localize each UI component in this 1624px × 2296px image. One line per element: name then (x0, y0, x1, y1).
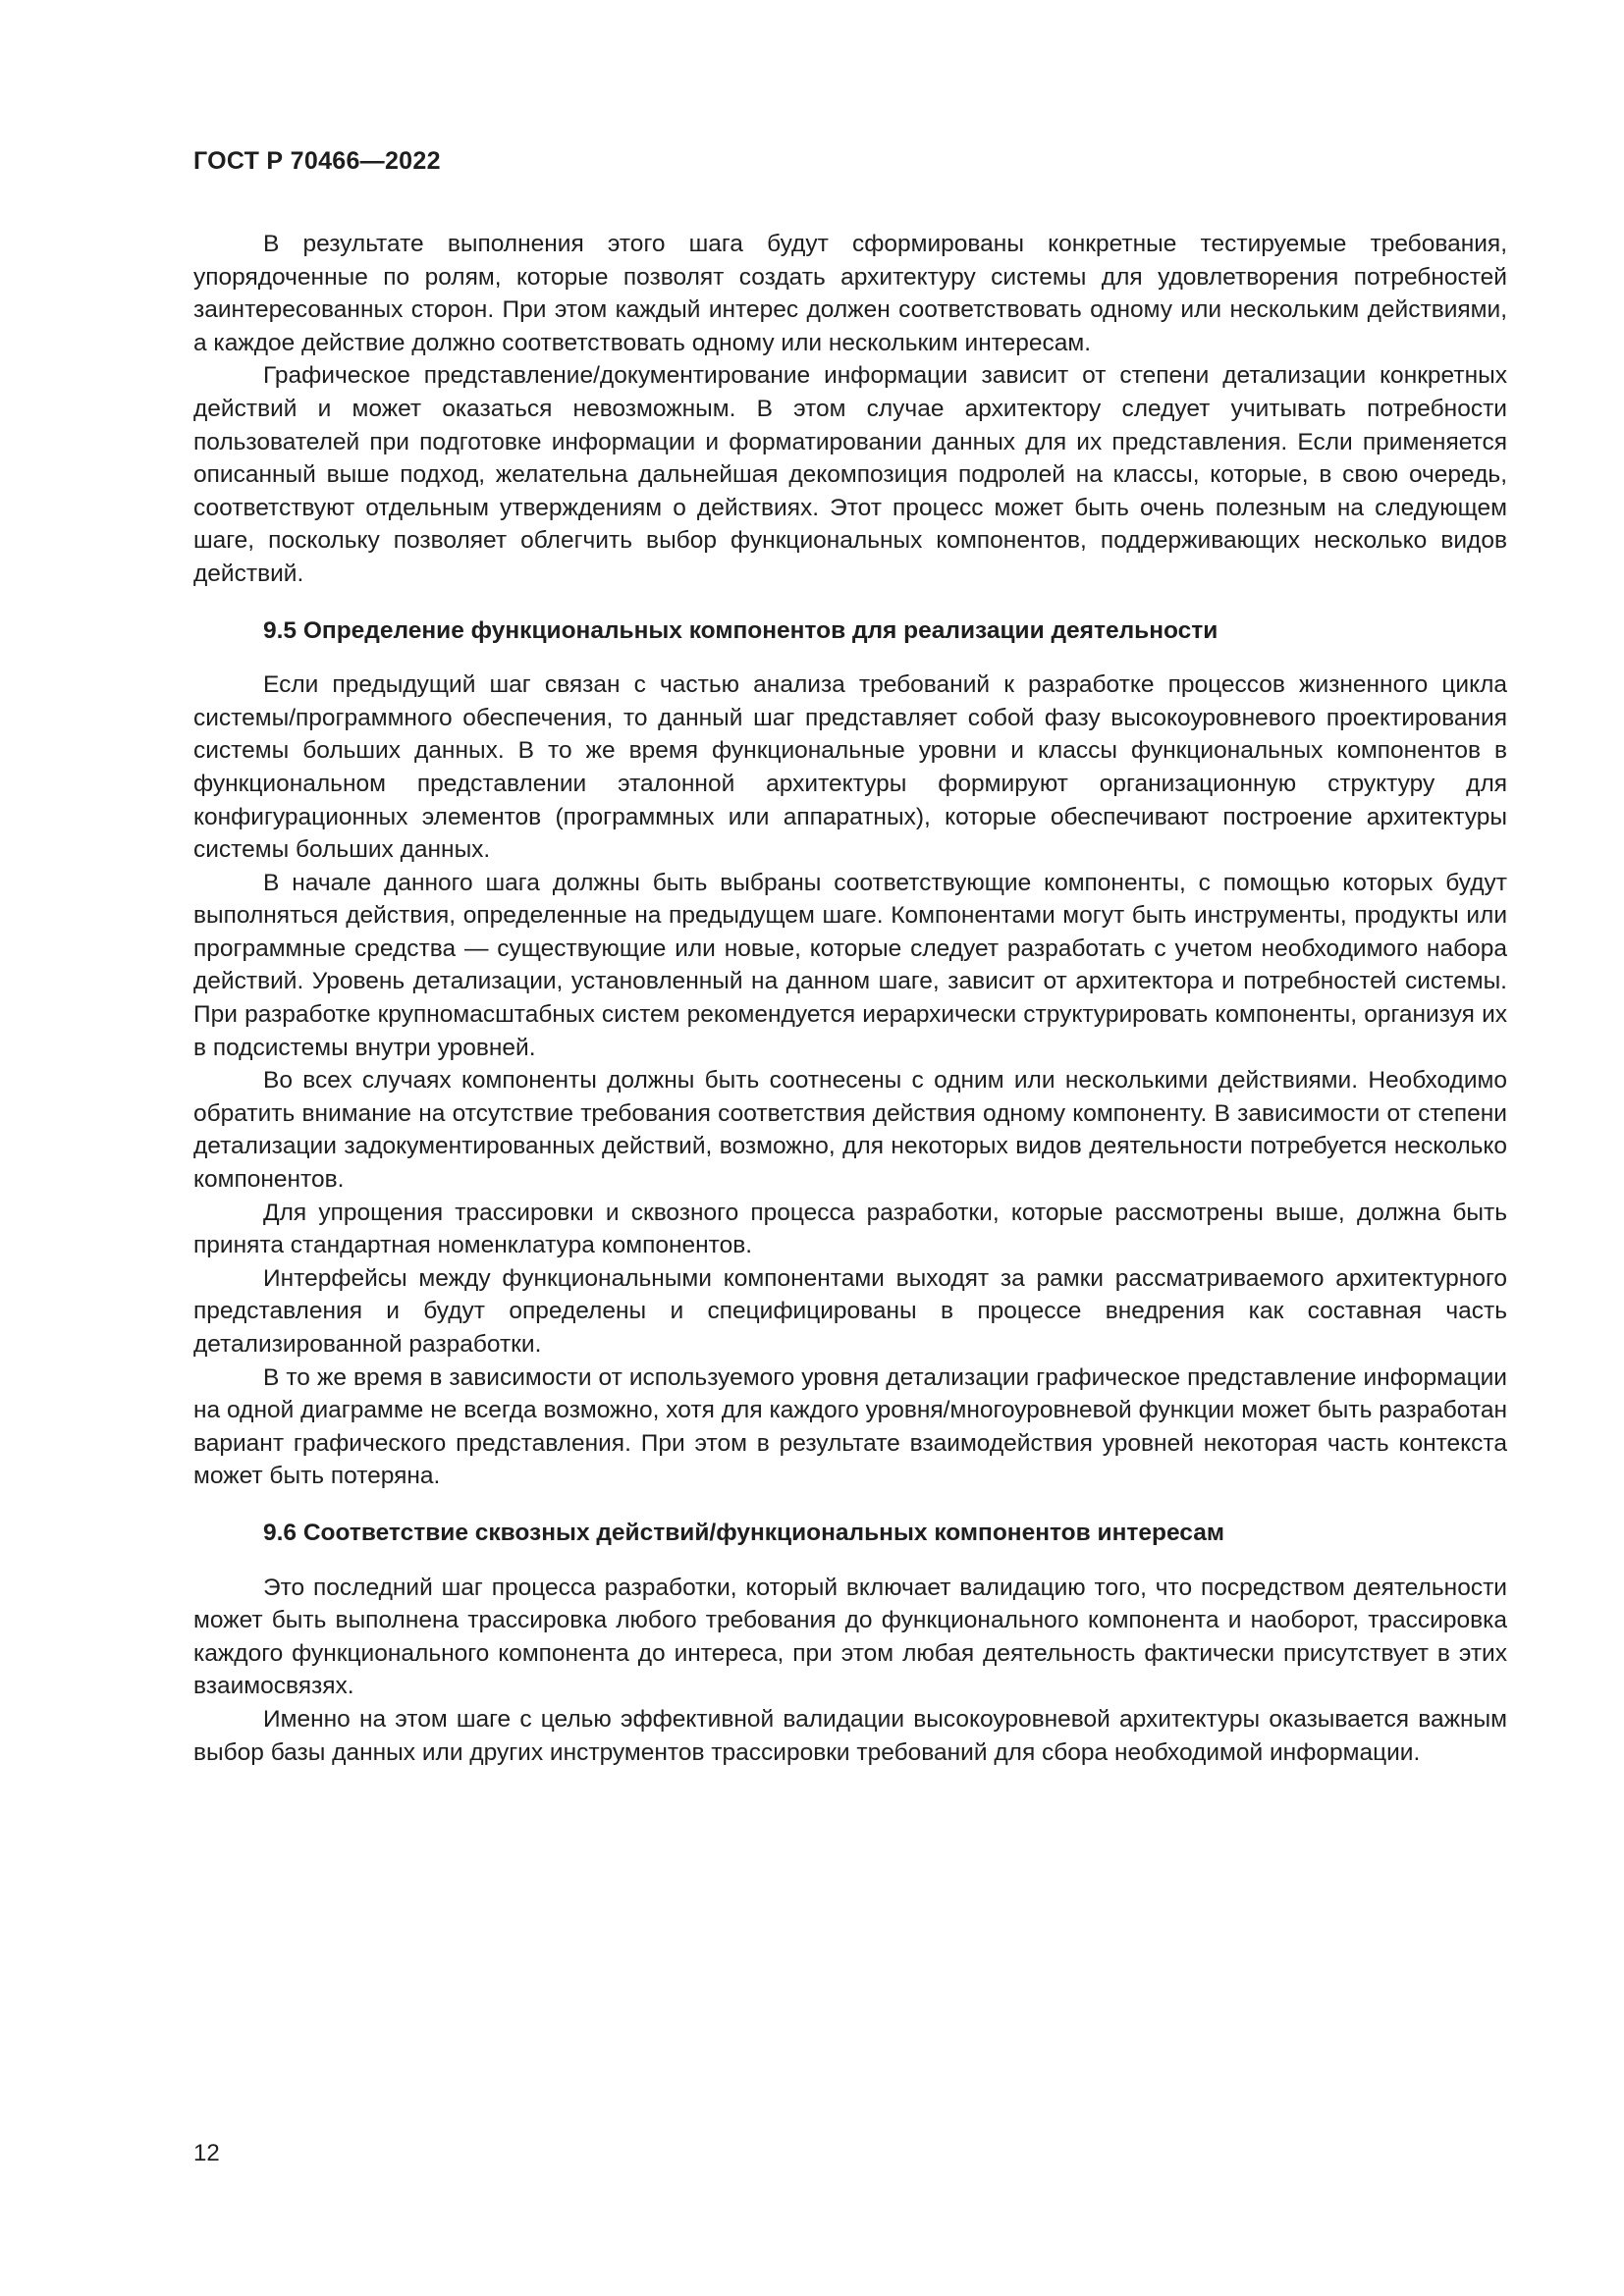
paragraph: Интерфейсы между функциональными компонентами выходят за рамки рассматриваемого архитектурного представления и будут определены и специфицированы в процессе внедрения как составная часть детализированной разработки. (193, 1264, 1507, 1358)
paragraph: Для упрощения трассировки и сквозного процесса разработки, которые рассмотрены выше, должна быть принята стандартная номенклатура компонентов. (193, 1199, 1507, 1259)
page-number: 12 (193, 2140, 220, 2166)
section-heading-9-6: 9.6 Соответствие сквозных действий/функциональных компонентов интересам (263, 1519, 1224, 1546)
paragraph: Графическое представление/документирование информации зависит от степени детализации конкретных действий и может оказаться невозможным. В этом случае архитектору следует учитывать потребности пользователей при подготовке информации и форматировании данных для их представления. Если применяется описанный выше подход, желательна дальнейшая декомпозиция подролей на классы, которые, в свою очередь, соответствуют отдельным утверждениям о действиях. Этот процесс может быть очень полезным на следующем шаге, поскольку позволяет облегчить выбор функциональных компонентов, поддерживающих несколько видов действий. (193, 362, 1507, 587)
paragraph: Это последний шаг процесса разработки, который включает валидацию того, что посредством деятельности может быть выполнена трассировка любого требования до функционального компонента и наоборот, трассировка каждого функционального компонента до интереса, при этом любая деятельность фактически присутствует в этих взаимосвязях. (193, 1574, 1507, 1700)
section-heading-9-5: 9.5 Определение функциональных компонентов для реализации деятельности (263, 616, 1218, 644)
paragraph: В результате выполнения этого шага будут сформированы конкретные тестируемые требования, упорядоченные по ролям, которые позволят создать архитектуру системы для удовлетворения потребностей заинтересованных сторон. При этом каждый интерес должен соответствовать одному или нескольким действиями, а каждое действие должно соответствовать одному или нескольким интересам. (193, 231, 1507, 356)
paragraph: Во всех случаях компоненты должны быть соотнесены с одним или несколькими действиями. Необходимо обратить внимание на отсутствие требования соответствия действия одному компоненту. В зависимости от степени детализации задокументированных действий, возможно, для некоторых видов деятельности потребуется несколько компонентов. (193, 1067, 1507, 1194)
paragraph: Если предыдущий шаг связан с частью анализа требований к разработке процессов жизненного цикла системы/программного обеспечения, то данный шаг представляет собой фазу высокоуровневого проектирования системы больших данных. В то же время функциональные уровни и классы функциональных компонентов в функциональном представлении эталонной архитектуры формируют организационную структуру для конфигурационных элементов (программных или аппаратных), которые обеспечивают построение архитектуры системы больших данных. (193, 671, 1507, 864)
paragraph: В начале данного шага должны быть выбраны соответствующие компоненты, с помощью которых будут выполняться действия, определенные на предыдущем шаге. Компонентами могут быть инструменты, продукты или программные средства — существующие или новые, которые следует разработать с учетом необходимого набора действий. Уровень детализации, установленный на данном шаге, зависит от архитектора и потребностей системы. При разработке крупномасштабных систем рекомендуется иерархически структурировать компоненты, организуя их в подсистемы внутри уровней. (193, 869, 1507, 1061)
page-content (193, 228, 1507, 1769)
standard-designation: ГОСТ Р 70466—2022 (193, 147, 441, 175)
paragraph: В то же время в зависимости от используемого уровня детализации графическое представление информации на одной диаграмме не всегда возможно, хотя для каждого уровня/многоуровневой функции может быть разработан вариант графического представления. При этом в результате взаимодействия уровней некоторая часть контекста может быть потеряна. (193, 1363, 1507, 1490)
paragraph: Именно на этом шаге с целью эффективной валидации высокоуровневой архитектуры оказывается важным выбор базы данных или других инструментов трассировки требований для сбора необходимой информации. (193, 1705, 1507, 1766)
